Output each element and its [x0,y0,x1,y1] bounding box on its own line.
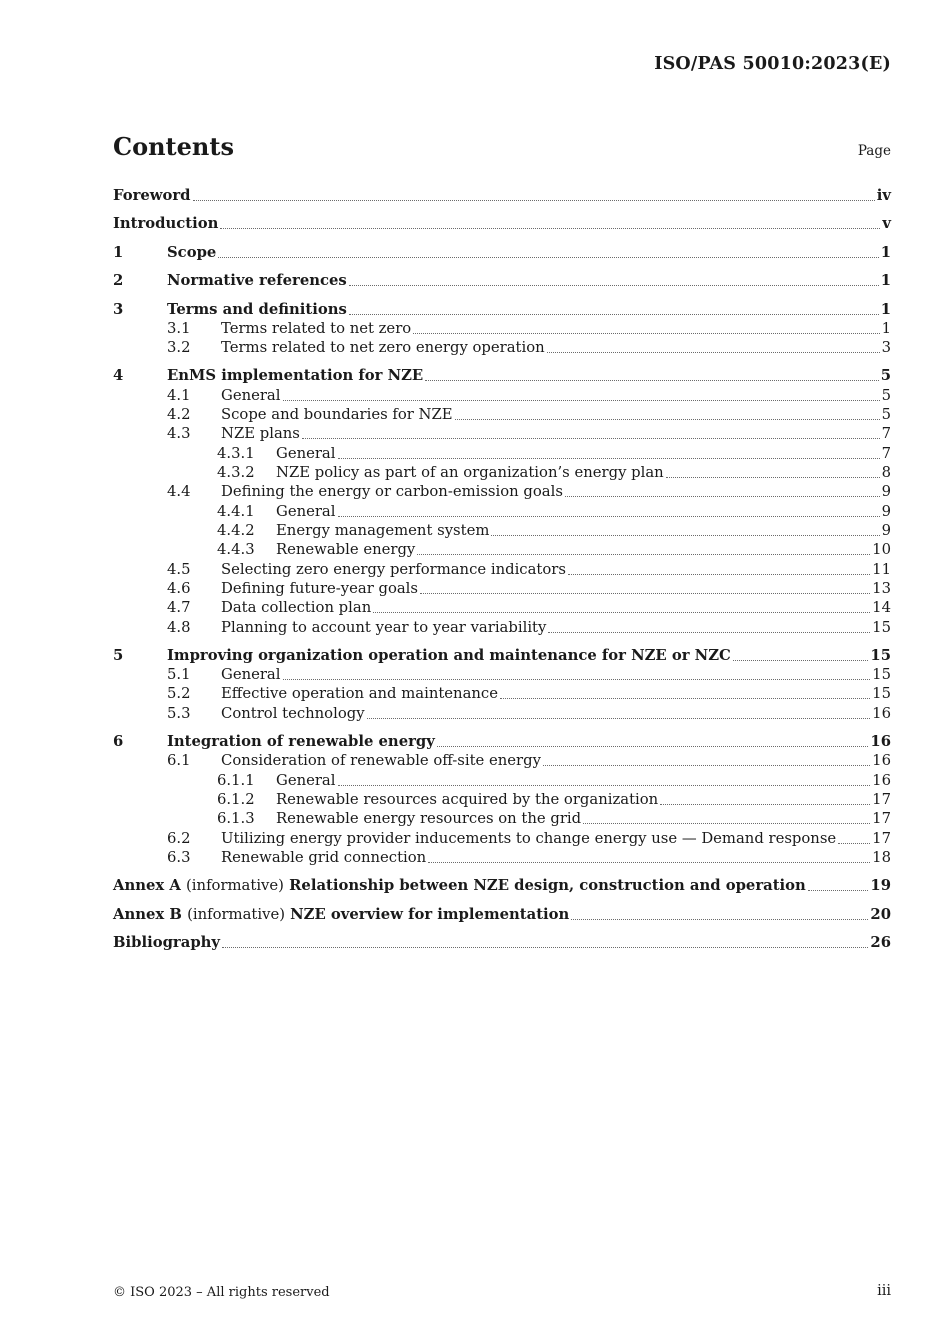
annex-title: Relationship between NZE design, construction and operation [289,877,806,894]
toc-entry-number: 6.1.1 [217,772,255,789]
toc-entry-title: General [276,503,336,520]
toc-entry-page: 9 [881,503,891,520]
toc-entry-number: 4.3.2 [217,464,255,481]
toc-entry-title: Improving organization operation and maintenance for NZE or NZC [167,647,731,664]
dot-leader [349,313,879,315]
toc-entry-number: 2 [113,272,124,289]
dot-leader [660,803,870,805]
toc-entry-title: Renewable grid connection [221,849,427,866]
toc-entry[interactable] [217,809,891,829]
dot-leader [338,515,880,517]
toc-entry-page: iv [876,187,891,204]
dot-leader [283,399,880,401]
toc-entry[interactable] [217,790,891,810]
dot-leader [583,822,870,824]
toc-entry[interactable] [113,300,891,320]
toc-entry-title: Scope and boundaries for NZE [221,406,453,423]
toc-entry-page: 5 [880,367,891,384]
toc-entry-page: 5 [881,387,891,404]
toc-entry[interactable] [167,405,891,425]
toc-entry-title: Energy management system [276,522,490,539]
toc-entry-title: Terms and definitions [167,301,347,318]
toc-annex-title [113,876,806,896]
dot-leader [220,227,880,229]
toc-entry[interactable] [167,618,891,638]
toc-entry-page: 3 [881,339,891,356]
toc-entry-title: Defining future-year goals [221,580,419,597]
toc-entry[interactable] [113,366,891,386]
toc-entry-page: 18 [872,849,891,866]
contents-heading: Contents [113,132,234,161]
toc-entry-number: 5 [113,647,124,664]
toc-entry-page: 9 [881,483,891,500]
toc-entry-title: Renewable energy resources on the grid [276,810,582,827]
toc-entry-number: 1 [113,244,124,261]
toc-entry-number: 5.3 [167,705,191,722]
toc-entry-title: Control technology [221,705,365,722]
toc-annex-title [113,905,569,925]
toc-entry-title: Terms related to net zero energy operation [221,339,545,356]
toc-entry-title: Selecting zero energy performance indicators [221,561,566,578]
toc-entry-number: 4.2 [167,406,191,423]
toc-entry[interactable] [167,338,891,358]
toc-entry-page: 1 [880,244,891,261]
dot-leader [338,784,871,786]
dot-leader [283,678,871,680]
toc-entry-number: 6.1.3 [217,810,255,827]
toc-entry-number: 5.1 [167,666,191,683]
toc-entry[interactable] [217,540,891,560]
toc-entry-page: 26 [870,934,891,951]
toc-entry[interactable] [167,560,891,580]
toc-entry-page: 17 [872,791,891,808]
toc-entry-page: 9 [881,522,891,539]
toc-entry-title: Introduction [113,215,219,232]
dot-leader [808,889,869,891]
toc-entry-page: 11 [872,561,891,578]
toc-entry[interactable] [167,482,891,502]
toc-entry-number: 4.3 [167,425,191,442]
toc-entry-number: 5.2 [167,685,191,702]
dot-leader [500,697,870,699]
dot-leader [222,946,868,948]
toc-entry-title: Foreword [113,187,191,204]
toc-entry-number: 6.1 [167,752,191,769]
toc-entry[interactable] [167,424,891,444]
dot-leader [547,351,880,353]
toc-entry-title: Utilizing energy provider inducements to change energy use — Demand response [221,830,837,847]
toc-entry[interactable] [113,271,891,291]
toc-entry-number: 4.4.3 [217,541,255,558]
annex-label: Annex B [113,906,182,923]
toc-entry-number: 4.4.2 [217,522,255,539]
toc-entry-title: Effective operation and maintenance [221,685,498,702]
toc-entry-page: 16 [872,752,891,769]
dot-leader [571,918,868,920]
toc-entry[interactable] [113,732,891,752]
document-identifier: ISO/PAS 50010:2023(E) [654,54,891,74]
toc-entry[interactable] [217,444,891,464]
toc-entry[interactable] [167,386,891,406]
toc-entry-page: 15 [872,685,891,702]
toc-entry-number: 6.3 [167,849,191,866]
toc-entry-title: Consideration of renewable off-site energy [221,752,541,769]
toc-entry-page: 16 [870,733,891,750]
dot-leader [367,717,871,719]
toc-entry-title: General [276,445,336,462]
toc-entry[interactable] [113,933,891,953]
toc-entry-page: 10 [872,541,891,558]
toc-entry[interactable] [167,665,891,685]
toc-entry[interactable] [167,598,891,618]
toc-entry-title: Bibliography [113,934,221,951]
toc-entry[interactable] [113,243,891,263]
toc-entry-number: 4.8 [167,619,191,636]
toc-entry-number: 6 [113,733,124,750]
toc-entry-page: 15 [872,666,891,683]
dot-leader [417,553,870,555]
toc-entry[interactable] [167,319,891,339]
toc-entry-page: 1 [881,320,891,337]
dot-leader [373,611,870,613]
dot-leader [218,256,878,258]
toc-entry-number: 3.1 [167,320,191,337]
dot-leader [338,457,880,459]
toc-entry-page: 1 [880,301,891,318]
dot-leader [543,764,870,766]
toc-entry-page: 17 [872,810,891,827]
toc-entry[interactable] [113,646,891,666]
toc-entry-number: 3.2 [167,339,191,356]
toc-entry-title: Scope [167,244,217,261]
page-column-label: Page [857,143,891,159]
toc-entry[interactable] [113,905,891,925]
dot-leader [666,476,880,478]
toc-entry[interactable] [217,771,891,791]
annex-type: (informative) [186,877,284,894]
toc-entry-number: 4.5 [167,561,191,578]
dot-leader [420,592,870,594]
toc-entry-page: 8 [881,464,891,481]
toc-entry-title: NZE plans [221,425,300,442]
toc-entry[interactable] [167,579,891,599]
toc-entry-page: 13 [872,580,891,597]
dot-leader [568,573,870,575]
toc-entry-page: 19 [870,877,891,894]
toc-entry-title: General [221,387,281,404]
toc-entry-title: General [221,666,281,683]
toc-entry-title: Normative references [167,272,347,289]
toc-entry-title: Planning to account year to year variability [221,619,547,636]
toc-entry[interactable] [167,704,891,724]
toc-entry-number: 4.4 [167,483,191,500]
dot-leader [548,631,870,633]
toc-entry[interactable] [217,502,891,522]
toc-entry-title: Terms related to net zero [221,320,412,337]
toc-entry-page: 15 [872,619,891,636]
toc-entry-number: 4.4.1 [217,503,255,520]
toc-entry-page: 15 [870,647,891,664]
copyright-notice: © ISO 2023 – All rights reserved [113,1285,330,1300]
toc-entry-title: EnMS implementation for NZE [167,367,424,384]
toc-entry-number: 6.1.2 [217,791,255,808]
toc-entry-page: 14 [872,599,891,616]
toc-entry-page: 16 [872,772,891,789]
toc-entry-title: General [276,772,336,789]
toc-entry-number: 4.6 [167,580,191,597]
toc-entry-page: 20 [870,906,891,923]
toc-entry-number: 4.3.1 [217,445,255,462]
annex-type: (informative) [187,906,285,923]
toc-entry[interactable] [217,521,891,541]
toc-entry-title: Data collection plan [221,599,372,616]
annex-label: Annex A [113,877,181,894]
toc-entry-page: 7 [881,445,891,462]
toc-entry-page: 16 [872,705,891,722]
toc-entry-title: NZE policy as part of an organization’s energy plan [276,464,664,481]
toc-entry[interactable] [167,684,891,704]
toc-entry[interactable] [167,751,891,771]
toc-entry[interactable] [217,463,891,483]
toc-entry-page: v [882,215,891,232]
toc-entry-page: 17 [872,830,891,847]
toc-entry-number: 6.2 [167,830,191,847]
toc-entry[interactable] [167,848,891,868]
dot-leader [491,534,879,536]
toc-entry-page: 1 [880,272,891,289]
toc-entry-title: Defining the energy or carbon-emission goals [221,483,563,500]
dot-leader [565,495,880,497]
toc-entry[interactable] [167,829,891,849]
dot-leader [425,379,879,381]
toc-entry-number: 4.1 [167,387,191,404]
dot-leader [193,199,875,201]
toc-entry[interactable] [113,214,891,234]
toc-entry[interactable] [113,876,891,896]
dot-leader [413,332,879,334]
toc-entry-title: Integration of renewable energy [167,733,435,750]
dot-leader [437,745,869,747]
dot-leader [733,659,869,661]
toc-entry-page: 5 [881,406,891,423]
toc-entry-page: 7 [881,425,891,442]
dot-leader [838,842,870,844]
toc-entry-title: Renewable resources acquired by the organization [276,791,659,808]
dot-leader [349,284,879,286]
toc-entry-number: 4.7 [167,599,191,616]
toc-entry-number: 3 [113,301,124,318]
page-number: iii [877,1283,891,1299]
annex-title: NZE overview for implementation [290,906,570,923]
dot-leader [455,418,880,420]
toc-entry-title: Renewable energy [276,541,416,558]
dot-leader [428,861,870,863]
table-of-contents [113,0,891,1344]
toc-entry-number: 4 [113,367,124,384]
toc-entry[interactable] [113,186,891,206]
dot-leader [302,437,880,439]
